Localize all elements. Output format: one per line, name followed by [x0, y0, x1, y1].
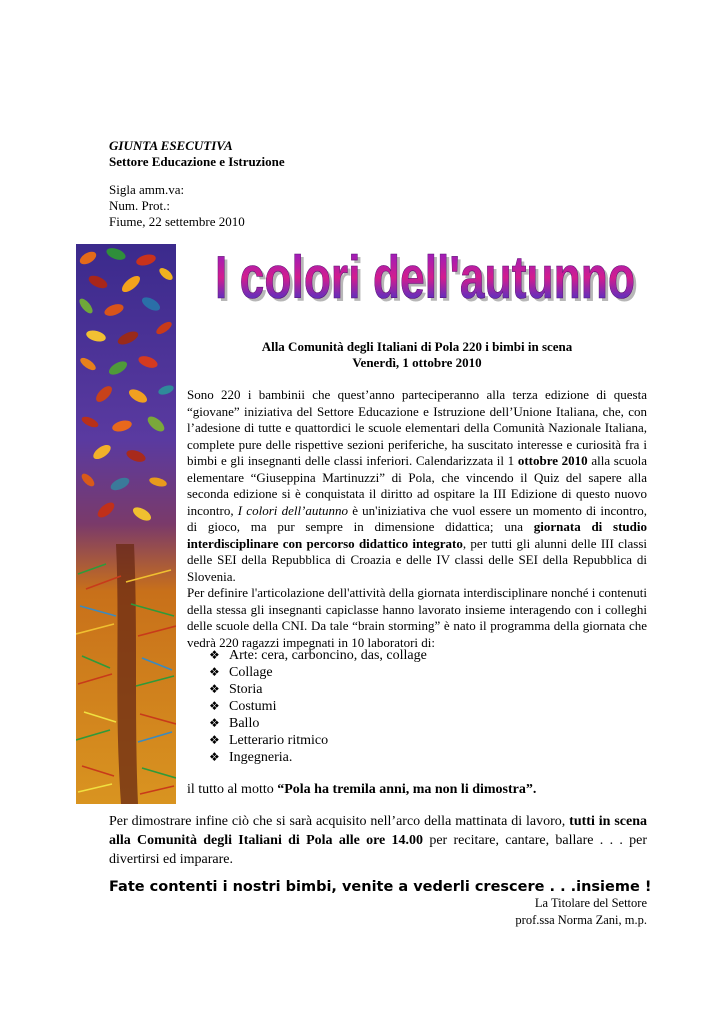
list-item [209, 664, 427, 681]
intro-text-1: Sono 220 i bambinii che quest’anno parteciperanno alla terza edizione di questa “giovane” iniziativa del Settore Educazione e Istruzione dell’Unione Italiana, che, con l’adesione di tutte e quattordici le scuole elementari della Comunità Nazionale Italiana, complete pure delle rispettive sezioni periferiche, ha suscitato interesse e curiosità fra i bimbi e gli insegnanti delle classi inferiori. Calendarizzata il 1 [187, 387, 647, 468]
intro-text-4: , per tutti gli alunni delle III classi delle SEI della Repubblica di Croazia e delle IV classi delle SEI della Repubblica di Slovenia. [187, 535, 647, 584]
title-text: I colori dell'autunno [215, 246, 635, 304]
list-item [209, 732, 427, 749]
lab-label: Costumi [229, 699, 277, 714]
signature-name: prof.ssa Norma Zani, m.p. [515, 913, 647, 927]
lab-label: Arte: cera, carboncino, das, collage [229, 648, 427, 663]
signature-role: La Titolare del Settore [534, 896, 647, 910]
motto-prefix: il tutto al motto [187, 782, 278, 797]
list-item [209, 698, 427, 715]
closing-bold: tutti in scena alla Comunità degli Italiani di Pola alle ore 14.00 [109, 814, 647, 848]
diamond-bullet-icon: ❖ [209, 699, 220, 713]
subtitle-line-2: Venerdì, 1 ottobre 2010 [352, 355, 482, 370]
lab-label: Letterario ritmico [229, 733, 329, 748]
diamond-bullet-icon: ❖ [209, 665, 220, 679]
document-header [109, 138, 285, 170]
closing-text-2: per recitare, cantare, ballare . . . per divertirsi ed imparare. [109, 833, 648, 867]
diamond-bullet-icon: ❖ [209, 733, 220, 747]
lab-label: Ballo [229, 716, 260, 731]
program-paragraph: Per definire l'articolazione dell'attività della giornata interdisciplinare nonché i contenuti della stessa gli insegnanti capiclasse hanno lavorato insieme interagendo con i colleghi delle scuole della CNI. Da tale “brain storming” è nato il programma della giornata che vedrà 220 ragazzi impegnati in 10 laboratori di: [187, 585, 647, 650]
intro-text-3: è un'iniziativa che vuol essere un momento di incontro, di gioco, ma pur sempre in dimensione didattica; una [187, 502, 647, 534]
call-to-action: Fate contenti i nostri bimbi, venite a vederli crescere . . .insieme ! [109, 879, 652, 895]
list-item [209, 715, 427, 732]
protocol-line: Num. Prot.: [109, 198, 171, 213]
intro-study-day-bold: giornata di studio interdisciplinare con percorso didattico integrato [187, 519, 647, 551]
closing-text-1: Per dimostrare infine ciò che si sarà acquisito nell’arco della mattinata di lavoro, [109, 814, 570, 829]
diamond-bullet-icon: ❖ [209, 716, 220, 730]
autumn-illustration [76, 244, 176, 804]
date-line: Fiume, 22 settembre 2010 [109, 214, 245, 229]
lab-label: Storia [229, 682, 263, 697]
list-item [209, 749, 427, 766]
subtitle-line-1: Alla Comunità degli Italiani di Pola 220 i bimbi in scena [261, 339, 573, 354]
intro-date-bold: ottobre 2010 [517, 453, 588, 468]
lab-label: Ingegneria. [229, 750, 293, 765]
motto-line [187, 781, 536, 798]
diamond-bullet-icon: ❖ [209, 648, 220, 662]
labs-list [209, 647, 427, 766]
sigla-line: Sigla amm.va: [109, 182, 185, 197]
document-meta [109, 182, 245, 230]
diamond-bullet-icon: ❖ [209, 682, 220, 696]
wordart-title [210, 246, 640, 304]
department-name: Settore Educazione e Istruzione [109, 154, 285, 169]
lab-label: Collage [229, 665, 273, 680]
motto-quote: “Pola ha tremila anni, ma non li dimostra”. [277, 782, 537, 797]
title-shadow: I colori dell'autunno [218, 247, 638, 304]
intro-title-italic: I colori dell’autunno [237, 502, 348, 518]
list-item [209, 681, 427, 698]
diamond-bullet-icon: ❖ [209, 750, 220, 764]
intro-paragraph [187, 387, 647, 585]
organization-name: GIUNTA ESECUTIVA [109, 138, 233, 153]
intro-text-2: alla scuola elementare “Giuseppina Martinuzzi” di Pola, che vincendo il Quiz del sapere alla seconda edizione si è conquistata il diritto ad ospitare la III Edizione di questo nuovo incontro, [187, 453, 647, 518]
closing-paragraph [109, 812, 647, 869]
list-item [209, 647, 427, 664]
